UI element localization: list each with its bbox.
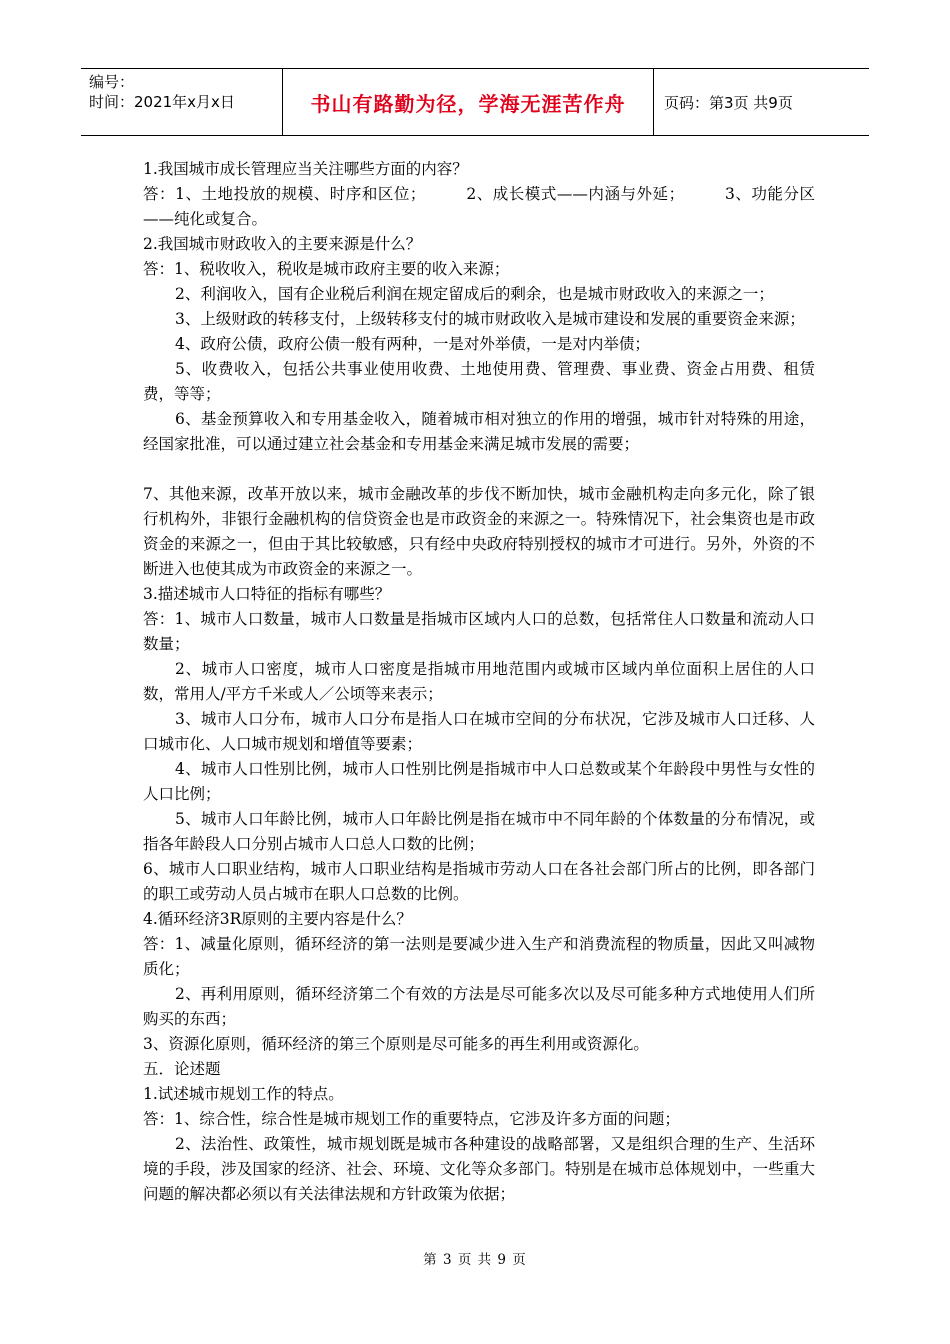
paragraph: 5、收费收入，包括公共事业使用收费、土地使用费、管理费、事业费、资金占用费、租赁费，等等； <box>143 360 815 403</box>
paragraph: 1.我国城市成长管理应当关注哪些方面的内容？ <box>143 160 468 178</box>
paragraph: 4、政府公债，政府公债一般有两种，一是对外举债，一是对内举债； <box>175 335 650 353</box>
document-number-label: 编号： <box>89 73 135 91</box>
header-meta <box>81 69 282 135</box>
paragraph: 答：1、土地投放的规模、时序和区位； 2、成长模式——内涵与外延； 3、功能分区——纯化或复合。 <box>143 185 815 228</box>
paragraph: 7、其他来源，改革开放以来，城市金融改革的步伐不断加快，城市金融机构走向多元化，除了银行机构外，非银行金融机构的信贷资金也是市政资金的来源之一。特殊情况下，社会集资也是市政资金的来源之一，但由于其比较敏感，只有经中央政府特别授权的城市才可进行。另外，外资的不断进入也使其成为市政资金的来源之一。 <box>143 485 815 578</box>
paragraph: 五．论述题 <box>143 1060 221 1078</box>
paragraph: 3.描述城市人口特征的指标有哪些？ <box>143 585 391 603</box>
paragraph: 3、资源化原则，循环经济的第三个原则是尽可能多的再生利用或资源化。 <box>143 1035 649 1053</box>
paragraph: 2、再利用原则，循环经济第二个有效的方法是尽可能多次以及尽可能多种方式地使用人们所购买的东西； <box>143 985 815 1028</box>
paragraph: 3、上级财政的转移支付，上级转移支付的城市财政收入是城市建设和发展的重要资金来源； <box>175 310 805 328</box>
paragraph: 3、城市人口分布，城市人口分布是指人口在城市空间的分布状况，它涉及城市人口迁移、人口城市化、人口城市规划和增值等要素； <box>143 710 815 753</box>
document-time-label: 时间：2021年x月x日 <box>89 93 235 111</box>
paragraph: 5、城市人口年龄比例，城市人口年龄比例是指在城市中不同年龄的个体数量的分布情况，或指各年龄段人口分别占城市人口总人口数的比例； <box>143 810 815 853</box>
paragraph: 答：1、税收收入，税收是城市政府主要的收入来源； <box>143 260 510 278</box>
paragraph: 答：1、减量化原则，循环经济的第一法则是要减少进入生产和消费流程的物质量，因此又叫减物质化； <box>143 935 815 978</box>
paragraph: 6、基金预算收入和专用基金收入，随着城市相对独立的作用的增强，城市针对特殊的用途，经国家批准，可以通过建立社会基金和专用基金来满足城市发展的需要； <box>143 410 815 453</box>
paragraph: 答：1、城市人口数量，城市人口数量是指城市区域内人口的总数，包括常住人口数量和流动人口数量； <box>143 610 815 653</box>
page-footer: 第 3 页 共 9 页 <box>423 1252 527 1268</box>
paragraph: 2.我国城市财政收入的主要来源是什么？ <box>143 235 422 253</box>
paragraph: 2、法治性、政策性，城市规划既是城市各种建设的战略部署，又是组织合理的生产、生活环境的手段，涉及国家的经济、社会、环境、文化等众多部门。特别是在城市总体规划中，一些重大问题的解决都必须以有关法律法规和方针政策为依据； <box>143 1135 815 1203</box>
paragraph: 1.试述城市规划工作的特点。 <box>143 1085 344 1103</box>
header-motto: 书山有路勤为径，学海无涯苦作舟 <box>282 69 654 135</box>
paragraph: 2、利润收入，国有企业税后利润在规定留成后的剩余，也是城市财政收入的来源之一； <box>175 285 774 303</box>
paragraph: 4.循环经济3R原则的主要内容是什么？ <box>143 910 412 928</box>
paragraph: 答：1、综合性，综合性是城市规划工作的重要特点，它涉及许多方面的问题； <box>143 1110 680 1128</box>
document-body <box>143 157 815 1207</box>
header-page-label: 页码：第3页 共9页 <box>664 93 793 112</box>
paragraph: 4、城市人口性别比例，城市人口性别比例是指城市中人口总数或某个年龄段中男性与女性的人口比例； <box>143 760 815 803</box>
paragraph: 2、城市人口密度，城市人口密度是指城市用地范围内或城市区域内单位面积上居住的人口数，常用人/平方千米或人／公顷等来表示； <box>143 660 815 703</box>
page-header <box>81 68 869 136</box>
paragraph: 6、城市人口职业结构，城市人口职业结构是指城市劳动人口在各社会部门所占的比例，即各部门的职工或劳动人员占城市在职人口总数的比例。 <box>143 860 815 903</box>
